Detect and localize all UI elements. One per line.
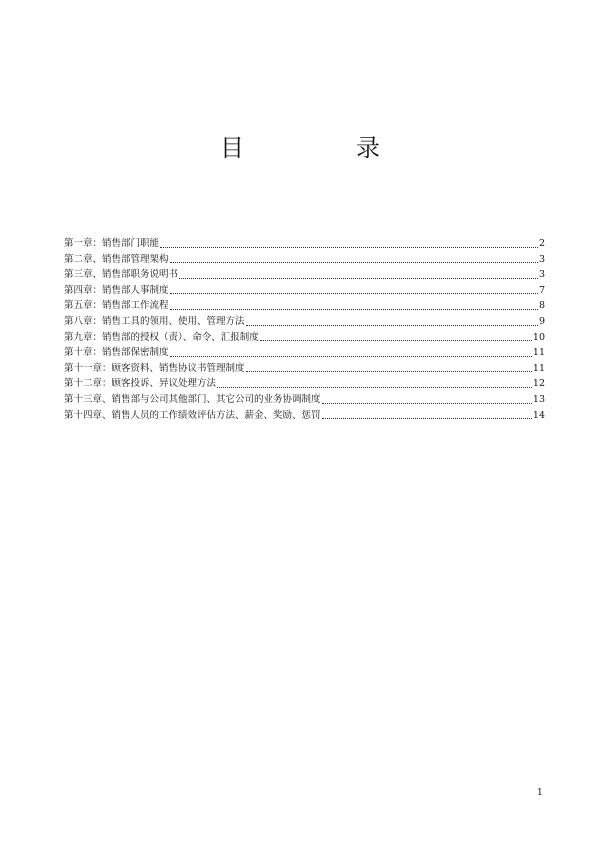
page-number: 1	[537, 788, 543, 798]
toc-entry-title: 第八章：销售工具的领用、使用、管理方法	[64, 315, 245, 327]
toc-entry-chapter-2[interactable]	[64, 252, 545, 268]
toc-entry-chapter-10[interactable]	[64, 345, 545, 361]
toc-entry-chapter-9[interactable]	[64, 330, 545, 346]
toc-entry-page: 3	[538, 269, 545, 281]
dot-leader	[160, 247, 538, 248]
dot-leader	[170, 309, 538, 310]
toc-entry-chapter-13[interactable]	[64, 392, 545, 408]
toc-entry-chapter-14[interactable]	[64, 408, 545, 424]
toc-entry-title: 第十章：销售部保密制度	[64, 347, 169, 359]
toc-entry-title: 第十三章、销售部与公司其他部门、其它公司的业务协调制度	[64, 393, 321, 405]
toc-entry-chapter-12[interactable]	[64, 376, 545, 392]
dot-leader	[260, 340, 532, 341]
toc-entry-title: 第十四章、销售人员的工作绩效评估方法、薪金、奖励、惩罚	[64, 409, 321, 421]
toc-entry-chapter-11[interactable]	[64, 361, 545, 377]
dot-leader	[179, 278, 538, 279]
toc-entry-chapter-8[interactable]	[64, 314, 545, 330]
toc-entry-page: 12	[532, 378, 545, 390]
toc-entry-title: 第二章、销售部管理架构	[64, 253, 169, 265]
dot-leader	[170, 262, 538, 263]
toc-entry-page: 7	[538, 284, 545, 296]
toc-entry-page: 2	[538, 238, 545, 249]
toc-entry-chapter-3[interactable]	[64, 267, 545, 283]
toc-entry-chapter-5[interactable]	[64, 298, 545, 314]
dot-leader	[322, 418, 532, 419]
toc-entry-page: 3	[538, 253, 545, 265]
dot-leader	[170, 293, 538, 294]
toc-entry-page: 8	[538, 300, 545, 312]
toc-entry-title: 第一章：销售部门职能	[64, 238, 160, 249]
toc-entry-page: 10	[532, 331, 545, 343]
table-of-contents	[64, 236, 545, 423]
toc-entry-title: 第三章、销售部职务说明书	[64, 269, 179, 281]
toc-entry-page: 11	[532, 362, 545, 374]
dot-leader	[246, 325, 538, 326]
toc-entry-chapter-1[interactable]	[64, 236, 545, 252]
dot-leader	[246, 371, 532, 372]
toc-entry-page: 9	[538, 315, 545, 327]
toc-entry-page: 13	[532, 393, 545, 405]
toc-entry-chapter-4[interactable]	[64, 283, 545, 299]
dot-leader	[217, 387, 532, 388]
toc-entry-title: 第十一章：顾客资料、销售协议书管理制度	[64, 362, 245, 374]
dot-leader	[322, 403, 532, 404]
toc-entry-page: 11	[532, 347, 545, 359]
toc-entry-page: 14	[532, 409, 545, 421]
toc-heading: 目 录	[220, 134, 424, 162]
dot-leader	[170, 356, 532, 357]
toc-entry-title: 第四章：销售部人事制度	[64, 284, 169, 296]
toc-entry-title: 第十二章：顾客投诉、异议处理方法	[64, 378, 217, 390]
toc-entry-title: 第五章：销售部工作流程	[64, 300, 169, 312]
toc-entry-title: 第九章：销售部的授权（责）、命令、汇报制度	[64, 331, 259, 343]
